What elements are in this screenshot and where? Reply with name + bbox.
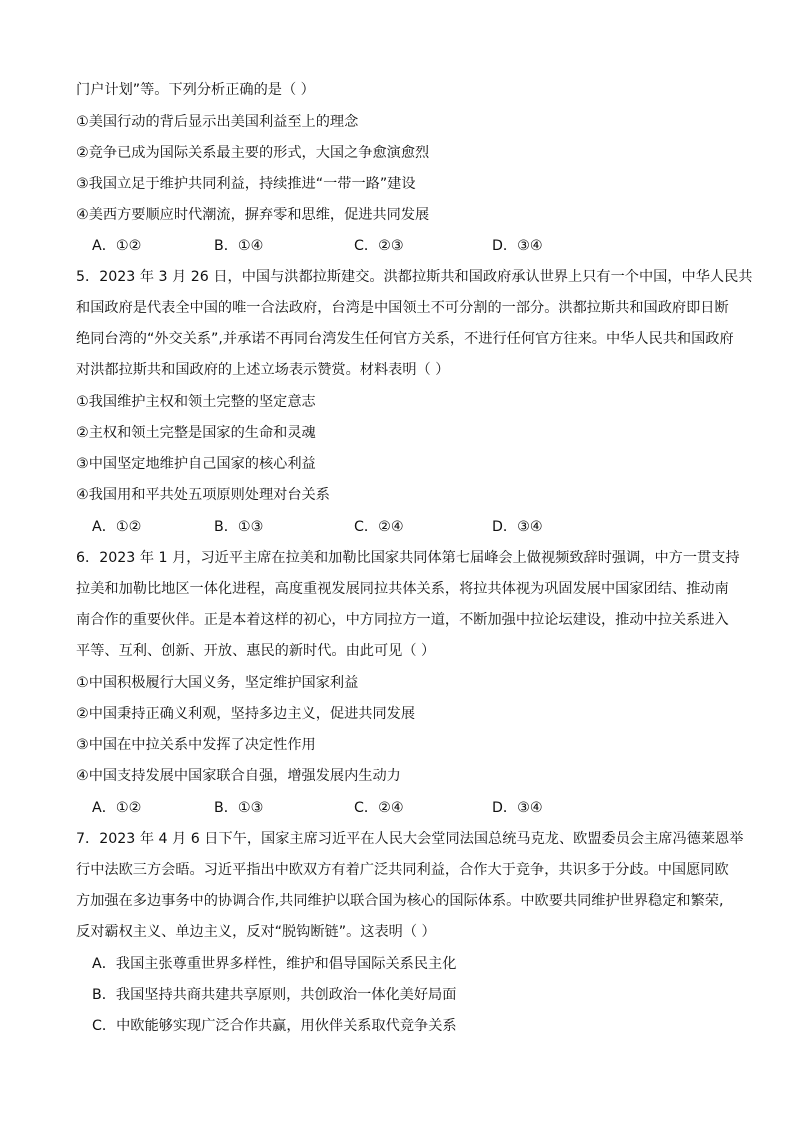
question-7-choice-a[interactable]: A．我国主张尊重世界多样性，维护和倡导国际关系民主化 xyxy=(92,956,457,972)
question-5-stem-line-1: 5．2023 年 3 月 26 日，中国与洪都拉斯建交。洪都拉斯共和国政府承认世界上只有一个中国，中华人民共 xyxy=(76,269,753,285)
question-6-statement-1: ①中国积极履行大国义务，坚定维护国家利益 xyxy=(76,675,359,691)
question-4-statement-1: ①美国行动的背后显示出美国利益至上的理念 xyxy=(76,114,359,130)
option-a[interactable]: A．①② xyxy=(92,519,142,535)
question-7-stem-line-1: 7．2023 年 4 月 6 日下午，国家主席习近平在人民大会堂同法国总统马克龙、欧盟委员会主席冯德莱恩举 xyxy=(76,831,744,847)
question-4-statement-3: ③我国立足于维护共同利益，持续推进“一带一路”建设 xyxy=(76,176,416,192)
question-6-stem-line-2: 拉美和加勒比地区一体化进程，高度重视发展同拉共体关系，将拉共体视为巩固发展中国家团结、推动南 xyxy=(76,581,729,597)
option-a[interactable]: A．①② xyxy=(92,238,142,254)
option-d[interactable]: D．③④ xyxy=(492,238,543,254)
question-5-options xyxy=(92,518,652,536)
question-4-statement-2: ②竞争已成为国际关系最主要的形式，大国之争愈演愈烈 xyxy=(76,145,430,161)
option-c[interactable]: C．②③ xyxy=(354,238,404,254)
question-6-stem-line-3: 南合作的重要伙伴。正是本着这样的初心，中方同拉方一道，不断加强中拉论坛建设，推动中拉关系进入 xyxy=(76,612,729,628)
question-7-stem-line-3: 方加强在多边事务中的协调合作,共同维护以联合国为核心的国际体系。中欧要共同维护世界稳定和繁荣, xyxy=(76,893,724,909)
question-5-statement-2: ②主权和领土完整是国家的生命和灵魂 xyxy=(76,425,316,441)
option-d[interactable]: D．③④ xyxy=(492,800,543,816)
question-4-stem: 门户计划”等。下列分析正确的是（ ） xyxy=(76,82,315,98)
option-d[interactable]: D．③④ xyxy=(492,519,543,535)
question-6-options xyxy=(92,799,652,817)
question-6-statement-2: ②中国秉持正确义利观，坚持多边主义，促进共同发展 xyxy=(76,706,416,722)
question-5-stem-line-2: 和国政府是代表全中国的唯一合法政府，台湾是中国领土不可分割的一部分。洪都拉斯共和国政府即日断 xyxy=(76,300,729,316)
question-5-stem-line-4: 对洪都拉斯共和国政府的上述立场表示赞赏。材料表明（ ） xyxy=(76,362,450,378)
option-c[interactable]: C．②④ xyxy=(354,519,404,535)
question-4-statement-4: ④美西方要顺应时代潮流，摒弃零和思维，促进共同发展 xyxy=(76,207,430,223)
question-6-stem-line-1: 6．2023 年 1 月，习近平主席在拉美和加勒比国家共同体第七届峰会上做视频致辞时强调，中方一贯支持 xyxy=(76,550,740,566)
question-7-stem-line-4: 反对霸权主义、单边主义，反对“脱钩断链”。这表明（ ） xyxy=(76,924,436,940)
question-7-stem-line-2: 行中法欧三方会晤。习近平指出中欧双方有着广泛共同利益，合作大于竞争，共识多于分歧。中国愿同欧 xyxy=(76,862,729,878)
question-5-stem-line-3: 绝同台湾的“外交关系”,并承诺不再同台湾发生任何官方关系，不进行任何官方往来。中华人民共和国政府 xyxy=(76,331,734,347)
option-b[interactable]: B．①③ xyxy=(214,800,264,816)
question-5-statement-3: ③中国坚定地维护自己国家的核心利益 xyxy=(76,456,316,472)
question-7-choice-c[interactable]: C．中欧能够实现广泛合作共赢，用伙伴关系取代竞争关系 xyxy=(92,1018,457,1034)
option-b[interactable]: B．①③ xyxy=(214,519,264,535)
option-c[interactable]: C．②④ xyxy=(354,800,404,816)
question-6-statement-4: ④中国支持发展中国家联合自强，增强发展内生动力 xyxy=(76,768,401,784)
option-b[interactable]: B．①④ xyxy=(214,238,264,254)
question-5-statement-4: ④我国用和平共处五项原则处理对台关系 xyxy=(76,487,330,503)
question-4-options xyxy=(92,237,652,255)
question-6-stem-line-4: 平等、互利、创新、开放、惠民的新时代。由此可见（ ） xyxy=(76,643,436,659)
question-7-choice-b[interactable]: B．我国坚持共商共建共享原则，共创政治一体化美好局面 xyxy=(92,987,457,1003)
option-a[interactable]: A．①② xyxy=(92,800,142,816)
question-5-statement-1: ①我国维护主权和领土完整的坚定意志 xyxy=(76,394,316,410)
question-6-statement-3: ③中国在中拉关系中发挥了决定性作用 xyxy=(76,737,316,753)
